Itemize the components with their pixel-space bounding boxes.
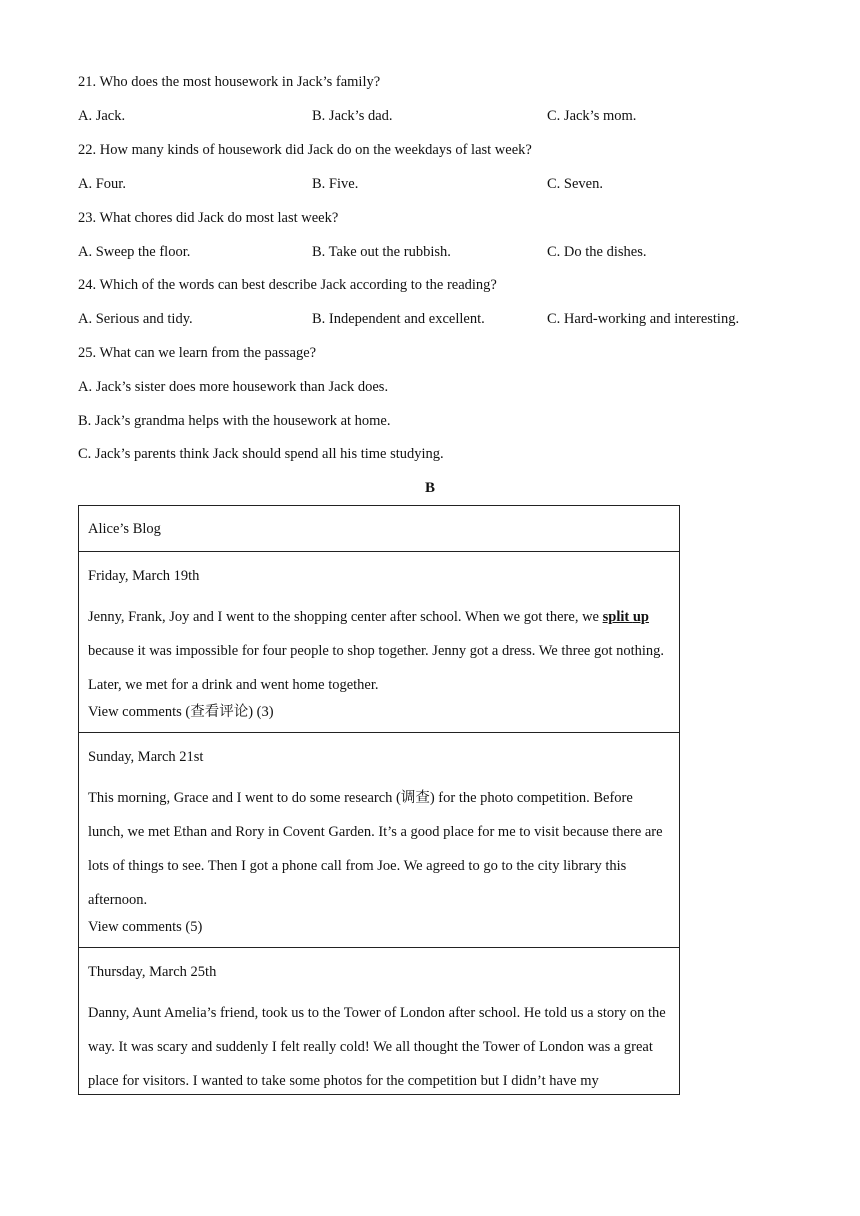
q21-option-c: C. Jack’s mom.: [547, 108, 637, 124]
q24-option-c: C. Hard-working and interesting.: [547, 311, 740, 327]
q22-option-c: C. Seven.: [547, 176, 603, 192]
q25-option-c: C. Jack’s parents think Jack should spend all his time studying.: [78, 446, 444, 462]
section-label: B: [424, 480, 435, 496]
q24-option-a: A. Serious and tidy.: [78, 311, 193, 327]
entry-3-date: Thursday, March 25th: [88, 964, 217, 980]
q23-option-c: C. Do the dishes.: [547, 244, 647, 260]
blog-entry-1: [79, 552, 679, 733]
q22-option-b: B. Five.: [312, 176, 359, 192]
entry-1-text-a: Jenny, Frank, Joy and I went to the shopping center after school. When we got there, we: [88, 609, 603, 625]
blog-table: [78, 505, 680, 1095]
blog-entry-2: [79, 733, 679, 948]
underlined-phrase-up: up: [632, 609, 649, 625]
entry-3-text: Danny, Aunt Amelia’s friend, took us to the Tower of London after school. He told us a story on the way. It was scary and suddenly I felt really cold! We all thought the Tower of London was a great place for visitors. I wanted to take some photos for the competition but I didn’t have my: [88, 1005, 666, 1089]
entry-2-comments-link[interactable]: View comments (5): [88, 919, 203, 935]
entry-1-text-b: because it was impossible for four people to shop together. Jenny got a dress. We three got nothing. Later, we met for a drink and went home together.: [88, 643, 665, 693]
entry-1-date: Friday, March 19th: [88, 568, 200, 584]
q23-option-b: B. Take out the rubbish.: [312, 244, 451, 260]
question-24: 24. Which of the words can best describe Jack according to the reading?: [78, 277, 497, 293]
entry-1-comments-link[interactable]: View comments (查看评论) (3): [88, 704, 274, 720]
q23-option-a: A. Sweep the floor.: [78, 244, 191, 260]
blog-entry-3: [79, 948, 679, 1094]
question-25: 25. What can we learn from the passage?: [78, 345, 317, 361]
entry-2-text: This morning, Grace and I went to do some research (调查) for the photo competition. Before lunch, we met Ethan and Rory in Covent Garden. It’s a good place for me to visit because there are lots of things to see. Then I got a phone call from Joe. We agreed to go to the city library this afternoon.: [88, 790, 663, 908]
q25-option-b: B. Jack’s grandma helps with the housework at home.: [78, 413, 391, 429]
blog-title: Alice’s Blog: [79, 506, 679, 552]
question-22: 22. How many kinds of housework did Jack do on the weekdays of last week?: [78, 142, 532, 158]
question-21: 21. Who does the most housework in Jack’s family?: [78, 74, 381, 90]
q21-option-a: A. Jack.: [78, 108, 126, 124]
question-23: 23. What chores did Jack do most last week?: [78, 210, 339, 226]
underlined-phrase-split: split: [602, 609, 633, 625]
entry-1-text: [88, 600, 670, 702]
q21-option-b: B. Jack’s dad.: [312, 108, 393, 124]
entry-2-date: Sunday, March 21st: [88, 749, 204, 765]
q25-option-a: A. Jack’s sister does more housework than Jack does.: [78, 379, 389, 395]
q22-option-a: A. Four.: [78, 176, 126, 192]
q24-option-b: B. Independent and excellent.: [312, 311, 485, 327]
